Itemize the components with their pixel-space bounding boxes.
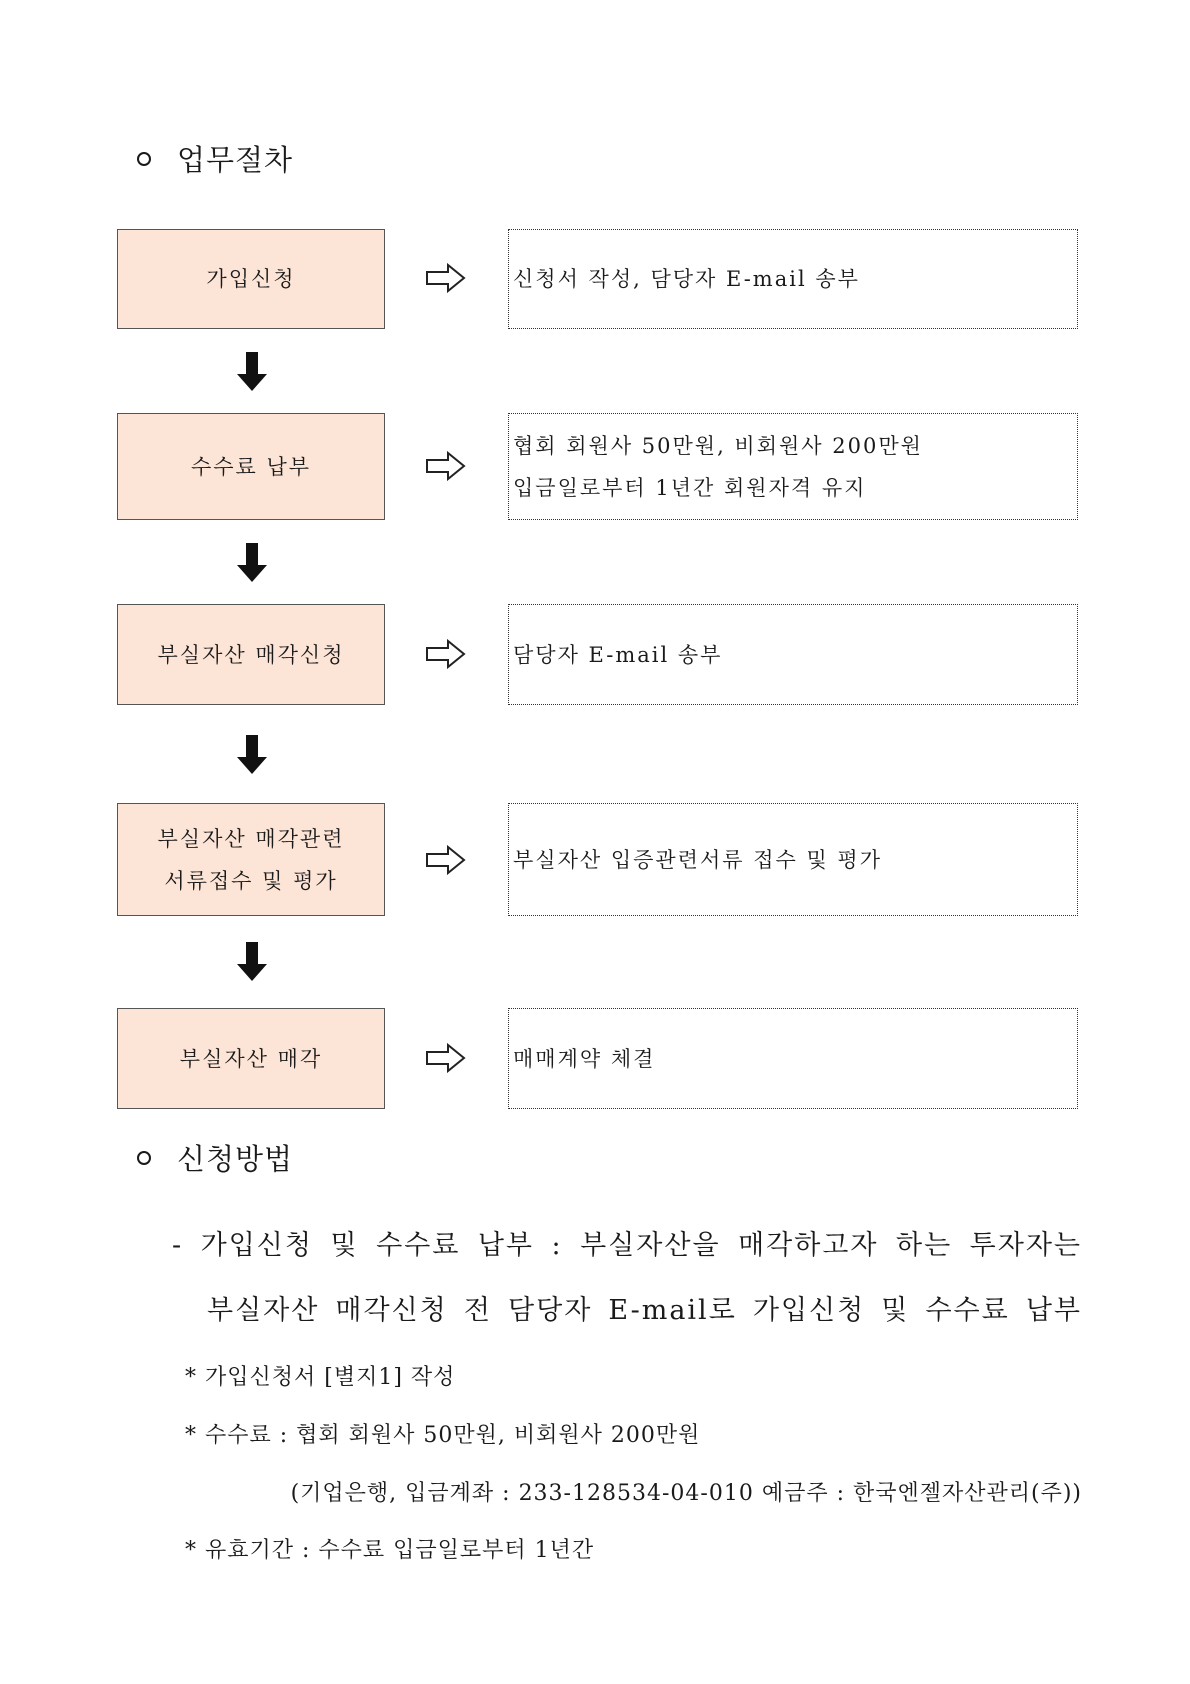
step-box-4 xyxy=(117,803,385,916)
step-description-1 xyxy=(508,229,1078,329)
description-line: 입금일로부터 1년간 회원자격 유지 xyxy=(513,475,867,500)
step-box-1 xyxy=(117,229,385,329)
step-label: 부실자산 매각관련 xyxy=(157,826,345,851)
step-description-4 xyxy=(508,803,1078,916)
note-fee: * 수수료 : 협회 회원사 50만원, 비회원사 200만원 xyxy=(185,1423,701,1448)
section-heading-method xyxy=(137,1137,293,1178)
step-description-3 xyxy=(508,604,1078,705)
circle-bullet-icon xyxy=(137,152,151,166)
note-validity-period: * 유효기간 : 수수료 입금일로부터 1년간 xyxy=(185,1538,595,1563)
description-line: 신청서 작성, 담당자 E-mail 송부 xyxy=(513,267,860,291)
right-arrow-icon xyxy=(426,451,466,481)
down-arrow-icon xyxy=(236,352,268,392)
circle-bullet-icon xyxy=(137,1151,151,1165)
down-arrow-icon xyxy=(236,543,268,583)
down-arrow-icon xyxy=(236,942,268,982)
right-arrow-icon xyxy=(426,1043,466,1073)
note-application-form: * 가입신청서 [별지1] 작성 xyxy=(185,1365,456,1390)
step-label: 부실자산 매각신청 xyxy=(157,642,345,667)
step-description-2 xyxy=(508,413,1078,520)
section-title: 업무절차 xyxy=(177,143,294,177)
step-description-5 xyxy=(508,1008,1078,1109)
method-line-1: - 가입신청 및 수수료 납부 : 부실자산을 매각하고자 하는 투자자는 xyxy=(172,1230,1082,1261)
down-arrow-icon xyxy=(236,735,268,775)
step-box-5 xyxy=(117,1008,385,1109)
section-heading-procedure xyxy=(137,138,293,179)
right-arrow-icon xyxy=(426,639,466,669)
step-label: 수수료 납부 xyxy=(190,454,312,479)
step-label: 부실자산 매각 xyxy=(179,1046,323,1071)
description-line: 부실자산 입증관련서류 접수 및 평가 xyxy=(513,847,882,872)
description-line: 담당자 E-mail 송부 xyxy=(513,642,723,667)
right-arrow-icon xyxy=(426,263,466,293)
step-box-2 xyxy=(117,413,385,520)
section-title: 신청방법 xyxy=(177,1142,294,1176)
description-line: 협회 회원사 50만원, 비회원사 200만원 xyxy=(513,433,923,458)
step-label: 가입신청 xyxy=(206,267,296,291)
right-arrow-icon xyxy=(426,845,466,875)
step-box-3 xyxy=(117,604,385,705)
note-bank-account: (기업은행, 입금계좌 : 233-128534-04-010 예금주 : 한국엔젤자산관리(주)) xyxy=(290,1481,1082,1506)
description-line: 매매계약 체결 xyxy=(513,1046,656,1071)
step-label: 서류접수 및 평가 xyxy=(164,868,338,893)
method-line-2: 부실자산 매각신청 전 담당자 E-mail로 가입신청 및 수수료 납부 xyxy=(207,1295,1082,1326)
